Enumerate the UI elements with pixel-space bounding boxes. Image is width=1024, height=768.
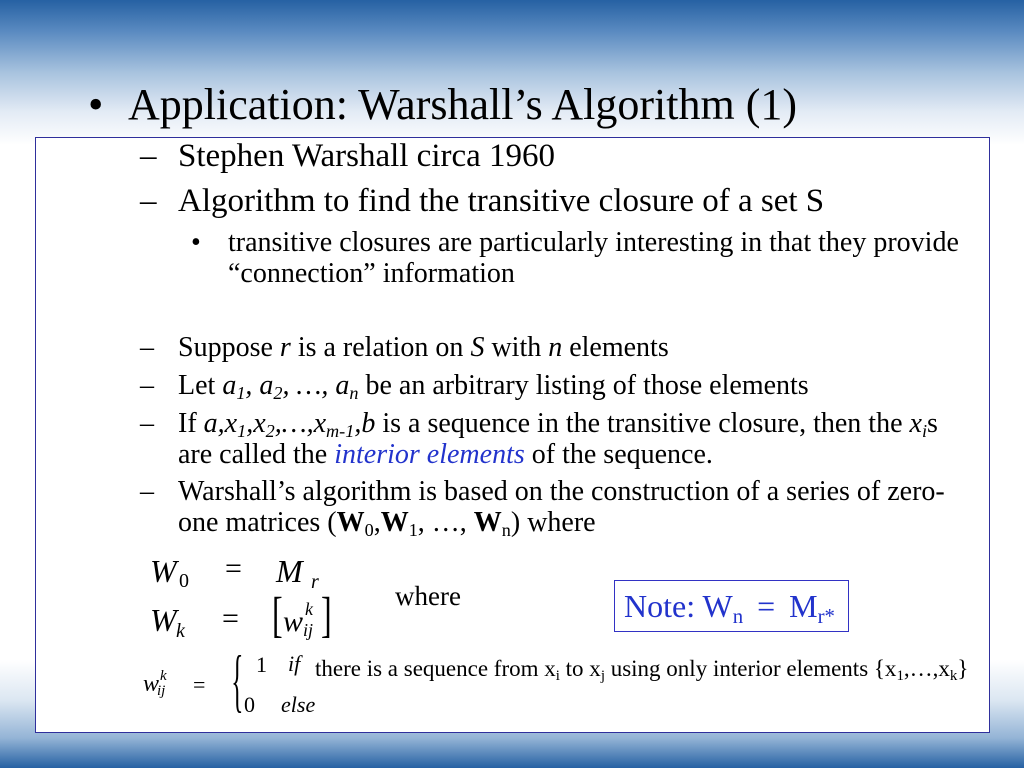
sequence-terms: ,b: [354, 408, 376, 439]
point-algorithm: Algorithm to find the transitive closure of a set S: [178, 183, 825, 219]
dash-bullet: –: [140, 138, 157, 174]
def-entry-superscript: k: [160, 668, 167, 684]
note-text: [624, 588, 835, 629]
eq-wk-entry-subscript: ij: [303, 620, 314, 640]
eq-wk-equals: =: [222, 602, 239, 635]
sub-point-line-1: transitive closures are particularly interesting in that they provide: [228, 227, 959, 258]
point-sequence-line-2: [178, 441, 713, 469]
text-run: are called the: [178, 439, 335, 470]
text-run: there is a sequence from x: [315, 656, 556, 681]
interior-elements-term: interior elements: [334, 439, 525, 470]
eq-w0-subscript: 0: [179, 570, 189, 592]
point-listing: [178, 370, 809, 404]
note-prefix: Note: W: [624, 588, 733, 624]
var-s: S: [470, 332, 485, 363]
eq-w0-rhs-subscript: r: [311, 571, 319, 593]
note-subscript-r-star: r*: [817, 605, 835, 629]
text-run: one matrices (: [178, 507, 337, 538]
case1-value: 1: [256, 652, 267, 677]
text-run: of the sequence.: [524, 439, 713, 470]
point-matrices-line-1: Warshall’s algorithm is based on the construction of a series of zero-: [178, 476, 945, 507]
text-run: }: [957, 656, 969, 681]
subscript: i: [555, 668, 560, 685]
close-bracket: ]: [321, 586, 332, 643]
case2-condition: else: [281, 692, 316, 717]
case1-condition: if: [288, 651, 301, 676]
slide-title: Application: Warshall’s Algorithm (1): [128, 80, 798, 129]
dash-bullet: –: [140, 183, 157, 219]
eq-wk-entry-superscript: k: [305, 599, 313, 619]
sequence-terms: ,…,x: [274, 408, 327, 439]
matrix-w: W: [336, 507, 365, 538]
var-x: x: [909, 408, 922, 439]
text-run: is a sequence in the transitive closure, then the: [375, 408, 910, 439]
text-run: Let: [178, 370, 223, 401]
eq-wk-entry: w: [283, 605, 304, 638]
text-run: to x: [559, 656, 601, 681]
note-middle: = M: [743, 588, 818, 624]
text-run: be an arbitrary listing of those elements: [358, 370, 809, 401]
text-run: , …,: [417, 507, 474, 538]
def-equals: =: [193, 672, 206, 697]
subscript: j: [600, 668, 605, 685]
case2-value: 0: [244, 692, 255, 717]
eq-wk-base: W: [150, 602, 177, 638]
matrix-w: W: [380, 507, 409, 538]
matrix-w: W: [473, 507, 502, 538]
point-matrices-line-2: [178, 507, 596, 541]
note-subscript-n: n: [732, 605, 744, 629]
subscript: 2: [273, 383, 283, 404]
text-run: If: [178, 408, 204, 439]
subscript: n: [501, 520, 511, 541]
def-entry-subscript: ij: [157, 683, 166, 699]
var-a: , …, a: [282, 370, 350, 401]
subscript: 1: [237, 421, 247, 442]
var-a: a: [222, 370, 237, 401]
subscript: 1: [236, 383, 246, 404]
sub-bullet: •: [191, 227, 201, 258]
title-bullet: •: [88, 80, 104, 129]
sequence-terms: a,x: [203, 408, 238, 439]
text-run: Suppose: [178, 332, 280, 363]
eq-w0-rhs: M: [276, 553, 303, 589]
subscript: n: [349, 383, 359, 404]
subscript: 2: [265, 421, 275, 442]
point-sequence-line-1: [178, 408, 938, 442]
point-suppose: [178, 334, 669, 362]
dash-bullet: –: [140, 370, 154, 401]
text-run: ) where: [510, 507, 596, 538]
text-run: ,…,x: [903, 656, 950, 681]
var-a: , a: [245, 370, 274, 401]
cases-brace: {: [231, 639, 244, 720]
case1-text: [315, 656, 969, 685]
text-run: s: [927, 408, 938, 439]
text-run: is a relation on: [290, 332, 471, 363]
sub-point-line-2: “connection” information: [228, 258, 515, 289]
dash-bullet: –: [140, 476, 154, 507]
subscript: k: [949, 668, 958, 685]
text-run: using only interior elements {x: [604, 656, 897, 681]
text-run: elements: [562, 332, 669, 363]
where-label: where: [395, 581, 461, 611]
var-n: n: [548, 332, 563, 363]
note-box: [614, 580, 849, 632]
def-entry-base: w: [143, 671, 160, 697]
open-bracket: [: [272, 586, 283, 643]
text-run: ,: [373, 507, 381, 538]
dash-bullet: –: [140, 408, 154, 439]
text-run: with: [484, 332, 549, 363]
point-stephen-warshall: Stephen Warshall circa 1960: [178, 138, 556, 174]
subscript: 0: [364, 520, 374, 541]
eq-wk-subscript: k: [176, 620, 185, 642]
subscript: i: [921, 421, 928, 442]
subscript: m-1: [326, 421, 355, 442]
eq-w0-equals: =: [225, 552, 242, 585]
var-r: r: [279, 332, 291, 363]
eq-w0-base: W: [150, 553, 177, 589]
dash-bullet: –: [140, 332, 154, 363]
subscript: 1: [896, 668, 904, 685]
subscript: 1: [408, 520, 418, 541]
sequence-terms: ,x: [246, 408, 266, 439]
